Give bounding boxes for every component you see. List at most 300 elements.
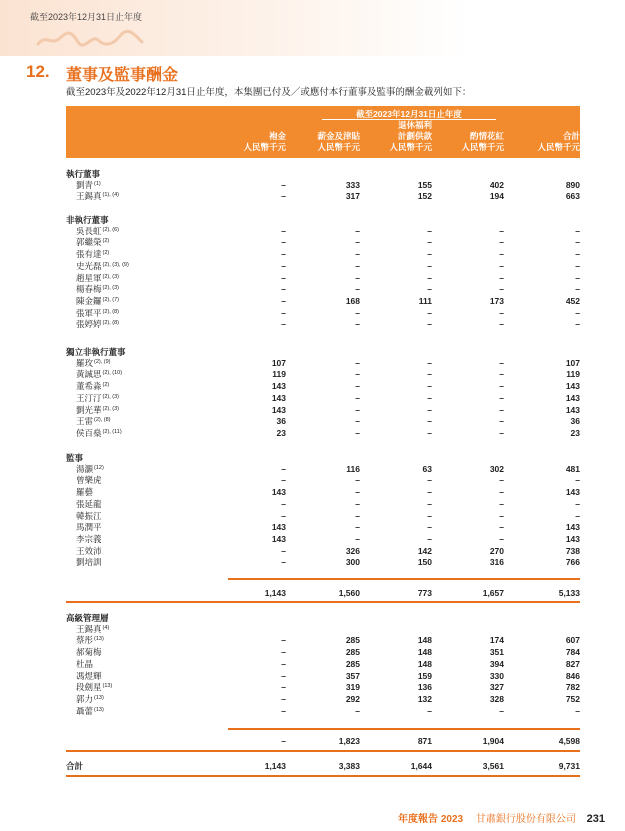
- value-cell: –: [281, 260, 286, 271]
- person-name: [76, 226, 119, 238]
- table-rule: [66, 601, 580, 603]
- value-cell: –: [499, 510, 504, 521]
- total-cell: 3,561: [482, 761, 504, 771]
- table-row: [66, 682, 580, 694]
- value-cell: –: [575, 307, 580, 318]
- value-cell: –: [281, 705, 286, 716]
- table-row: [66, 261, 580, 273]
- person-name: [76, 511, 102, 523]
- table-row: [66, 393, 580, 405]
- column-header-5-l3: 人民幣千元: [537, 142, 580, 152]
- person-name: [76, 624, 109, 636]
- person-name-text: 史光磊: [76, 260, 102, 271]
- person-name-text: 段劍星: [76, 682, 102, 693]
- value-cell: 300: [345, 557, 360, 568]
- header-span-title: 截至2023年12月31日止年度: [356, 109, 462, 119]
- footnote-ref: (2): [102, 382, 110, 389]
- value-cell: 827: [565, 658, 580, 669]
- person-name-text: 蔡彤: [76, 635, 94, 646]
- value-cell: 752: [565, 693, 580, 704]
- value-cell: 292: [345, 693, 360, 704]
- value-cell: 782: [565, 682, 580, 693]
- group-title: 執行董事: [66, 169, 101, 179]
- footnote-ref: (2), (8): [102, 320, 120, 327]
- footnote-ref: (13): [102, 683, 113, 690]
- value-cell: 116: [346, 463, 360, 474]
- intro-text: 截至2023年及2022年12月31日止年度，本集團已付及／或應付本行董事及監事的酬金載列如下：: [66, 87, 472, 98]
- value-cell: –: [499, 284, 504, 295]
- person-name: [76, 682, 112, 694]
- value-cell: –: [427, 475, 432, 486]
- person-name: [76, 534, 102, 546]
- person-name: [76, 671, 102, 683]
- total-cell: 1,560: [338, 588, 360, 598]
- value-cell: –: [575, 284, 580, 295]
- value-cell: –: [355, 416, 360, 427]
- table-row: [66, 475, 580, 487]
- footnote-ref: (2): [102, 238, 110, 245]
- total-cell: 1,644: [410, 761, 432, 771]
- total-cell: 1,904: [482, 736, 504, 746]
- value-cell: –: [427, 705, 432, 716]
- column-header-5-l2: 合計: [562, 131, 580, 141]
- table-row: [66, 428, 580, 440]
- value-cell: –: [355, 487, 360, 498]
- value-cell: 159: [417, 670, 432, 681]
- footnote-ref: (4): [102, 624, 110, 631]
- value-cell: 119: [566, 369, 580, 380]
- value-cell: 107: [565, 357, 580, 368]
- value-cell: –: [499, 249, 504, 260]
- footnote-ref: (2), (8): [102, 308, 120, 315]
- person-name-text: 劉光華: [76, 404, 102, 415]
- column-header-2-l2: 薪金及津貼: [317, 131, 360, 141]
- person-name: [76, 659, 93, 671]
- value-cell: 194: [489, 191, 504, 202]
- value-cell: 285: [345, 635, 360, 646]
- person-name: [76, 191, 119, 203]
- value-cell: –: [355, 498, 360, 509]
- table-row: [66, 671, 580, 683]
- value-cell: 132: [417, 693, 432, 704]
- person-name: [76, 706, 104, 718]
- value-cell: –: [281, 510, 286, 521]
- value-cell: 330: [489, 670, 504, 681]
- column-header-4-l3: 人民幣千元: [461, 142, 504, 152]
- footnote-ref: (2), (3): [102, 285, 120, 292]
- person-name: [76, 635, 104, 647]
- value-cell: 270: [489, 545, 504, 556]
- value-cell: –: [499, 237, 504, 248]
- total-cell: 3,383: [338, 761, 360, 771]
- value-cell: –: [499, 416, 504, 427]
- value-cell: –: [355, 237, 360, 248]
- value-cell: –: [355, 705, 360, 716]
- value-cell: –: [427, 369, 432, 380]
- value-cell: –: [499, 427, 504, 438]
- table-row: [66, 381, 580, 393]
- value-cell: 402: [489, 179, 504, 190]
- value-cell: –: [355, 225, 360, 236]
- value-cell: –: [281, 670, 286, 681]
- value-cell: –: [575, 475, 580, 486]
- value-cell: –: [427, 357, 432, 368]
- person-name: [76, 694, 104, 706]
- table-row: [66, 369, 580, 381]
- person-name: [76, 428, 122, 440]
- value-cell: 481: [565, 463, 580, 474]
- value-cell: 111: [418, 295, 432, 306]
- value-cell: –: [575, 260, 580, 271]
- person-name: [76, 180, 101, 192]
- value-cell: 143: [271, 487, 286, 498]
- person-name-text: 楊春梅: [76, 284, 102, 295]
- person-name-text: 王錫真: [76, 191, 102, 202]
- value-cell: –: [281, 647, 286, 658]
- value-cell: 663: [565, 191, 580, 202]
- group-title: 非執行董事: [66, 215, 109, 225]
- column-header-4-l2: 酌情花紅: [469, 131, 504, 141]
- column-header-3-l1: 退休福利: [397, 120, 432, 130]
- value-cell: –: [499, 369, 504, 380]
- person-name-text: 羅藝: [76, 487, 94, 498]
- value-cell: –: [575, 272, 580, 283]
- table-row: [66, 416, 580, 428]
- person-name-text: 張軍平: [76, 307, 102, 318]
- person-name-text: 湯灝: [76, 463, 94, 474]
- value-cell: 890: [565, 179, 580, 190]
- footnote-ref: (2), (6): [102, 226, 120, 233]
- person-name: [76, 522, 102, 534]
- table-row: [66, 249, 580, 261]
- table-row: [66, 546, 580, 558]
- value-cell: –: [355, 533, 360, 544]
- table-rule: [66, 775, 580, 777]
- person-name: [76, 284, 119, 296]
- person-name: [76, 416, 111, 428]
- person-name: [76, 369, 122, 381]
- value-cell: –: [281, 284, 286, 295]
- total-cell: 5,133: [558, 588, 580, 598]
- table-row: [66, 706, 580, 718]
- value-cell: 168: [345, 295, 360, 306]
- value-cell: –: [575, 237, 580, 248]
- value-cell: 846: [565, 670, 580, 681]
- total-cell: 1,823: [338, 736, 360, 746]
- value-cell: –: [575, 510, 580, 521]
- total-cell: –: [281, 736, 286, 746]
- page-footer: [398, 810, 605, 825]
- table-row: [66, 557, 580, 569]
- table-row: [66, 499, 580, 511]
- person-name: [76, 393, 119, 405]
- table-row: [66, 237, 580, 249]
- person-name: [76, 249, 109, 261]
- value-cell: –: [499, 487, 504, 498]
- column-header-2-l3: 人民幣千元: [317, 142, 360, 152]
- total-cell: 1,143: [264, 761, 286, 771]
- value-cell: –: [427, 533, 432, 544]
- value-cell: –: [575, 225, 580, 236]
- value-cell: 143: [271, 404, 286, 415]
- group-title: 監事: [66, 453, 84, 463]
- footnote-ref: (2), (3): [102, 405, 120, 412]
- person-name-text: 杜晶: [76, 658, 94, 669]
- person-name: [76, 296, 119, 308]
- value-cell: –: [427, 381, 432, 392]
- table-row: [66, 694, 580, 706]
- total-cell: 9,731: [558, 761, 580, 771]
- value-cell: 23: [570, 427, 580, 438]
- footnote-ref: (2): [102, 250, 110, 257]
- person-name-text: 侯百燊: [76, 427, 102, 438]
- section-title: 董事及監事酬金: [66, 67, 179, 84]
- value-cell: –: [427, 237, 432, 248]
- value-cell: –: [355, 522, 360, 533]
- value-cell: –: [499, 475, 504, 486]
- person-name-text: 王效沛: [76, 545, 102, 556]
- value-cell: 150: [417, 557, 432, 568]
- value-cell: 23: [276, 427, 286, 438]
- value-cell: –: [281, 498, 286, 509]
- value-cell: –: [281, 475, 286, 486]
- value-cell: –: [355, 404, 360, 415]
- value-cell: –: [281, 557, 286, 568]
- value-cell: –: [281, 319, 286, 330]
- total-cell: 773: [417, 588, 432, 598]
- value-cell: –: [499, 319, 504, 330]
- footnote-ref: (13): [94, 694, 104, 701]
- value-cell: 143: [271, 392, 286, 403]
- table-row: [66, 319, 580, 331]
- footer-bank-name: 甘肅銀行股份有限公司: [475, 814, 576, 825]
- column-header-1-l3: 人民幣千元: [243, 142, 286, 152]
- person-name-text: 馬潤平: [76, 522, 102, 533]
- table-row: [66, 308, 580, 320]
- person-name: [76, 487, 93, 499]
- person-name-text: 郭繼榮: [76, 237, 102, 248]
- value-cell: 316: [489, 557, 504, 568]
- table-row: [66, 464, 580, 476]
- value-cell: –: [499, 307, 504, 318]
- value-cell: 302: [489, 463, 504, 474]
- decorative-script-icon: [36, 28, 146, 50]
- table-row: [66, 405, 580, 417]
- value-cell: –: [427, 522, 432, 533]
- value-cell: –: [499, 225, 504, 236]
- table-row: [66, 635, 580, 647]
- value-cell: –: [427, 284, 432, 295]
- value-cell: –: [281, 249, 286, 260]
- value-cell: –: [355, 510, 360, 521]
- running-head: 截至2023年12月31日止年度: [30, 12, 143, 22]
- person-name: [76, 464, 104, 476]
- person-name: [76, 308, 119, 320]
- value-cell: –: [427, 249, 432, 260]
- value-cell: –: [427, 307, 432, 318]
- value-cell: 607: [565, 635, 580, 646]
- value-cell: 285: [345, 658, 360, 669]
- value-cell: –: [427, 225, 432, 236]
- footnote-ref: (2), (11): [102, 428, 122, 435]
- value-cell: –: [355, 307, 360, 318]
- total-cell: 4,598: [558, 736, 580, 746]
- value-cell: –: [427, 392, 432, 403]
- person-name: [76, 546, 102, 558]
- table-row: [66, 358, 580, 370]
- total-label: 合計: [66, 761, 84, 771]
- value-cell: –: [355, 284, 360, 295]
- value-cell: –: [499, 392, 504, 403]
- value-cell: –: [355, 427, 360, 438]
- person-name: [76, 358, 111, 370]
- footnote-ref: (2), (7): [102, 296, 120, 303]
- value-cell: 143: [271, 533, 286, 544]
- person-name-text: 聶蕾: [76, 705, 94, 716]
- value-cell: –: [281, 295, 286, 306]
- value-cell: –: [281, 225, 286, 236]
- value-cell: 766: [565, 557, 580, 568]
- person-name-text: 馮煜輝: [76, 670, 102, 681]
- value-cell: –: [281, 179, 286, 190]
- footnote-ref: (2), (8): [94, 417, 111, 424]
- table-rule: [228, 728, 580, 730]
- table-row: [66, 659, 580, 671]
- value-cell: –: [499, 381, 504, 392]
- table-row: [66, 624, 580, 636]
- value-cell: 143: [565, 522, 580, 533]
- person-name-text: 王汀汀: [76, 392, 102, 403]
- value-cell: 173: [489, 295, 504, 306]
- group-title: 獨立非執行董事: [66, 347, 126, 357]
- group-title: 高級管理層: [66, 613, 109, 623]
- footnote-ref: (12): [94, 464, 104, 471]
- value-cell: 326: [345, 545, 360, 556]
- table-row: [66, 273, 580, 285]
- value-cell: –: [355, 272, 360, 283]
- value-cell: –: [499, 272, 504, 283]
- value-cell: –: [575, 319, 580, 330]
- value-cell: –: [427, 272, 432, 283]
- person-name-text: 郝菊梅: [76, 647, 102, 658]
- value-cell: –: [499, 357, 504, 368]
- value-cell: –: [355, 392, 360, 403]
- value-cell: 142: [417, 545, 432, 556]
- value-cell: –: [499, 404, 504, 415]
- person-name: [76, 381, 109, 393]
- person-name: [76, 319, 119, 331]
- value-cell: –: [281, 693, 286, 704]
- value-cell: 63: [422, 463, 432, 474]
- value-cell: –: [281, 635, 286, 646]
- footnote-ref: (1), (4): [102, 192, 120, 199]
- person-name: [76, 405, 119, 417]
- value-cell: 143: [565, 533, 580, 544]
- value-cell: 328: [489, 693, 504, 704]
- total-cell: 1,657: [482, 588, 504, 598]
- value-cell: –: [281, 545, 286, 556]
- value-cell: 148: [417, 635, 432, 646]
- value-cell: 152: [417, 191, 432, 202]
- table-row: [66, 647, 580, 659]
- person-name-text: 韓振江: [76, 510, 102, 521]
- person-name-text: 王雷: [76, 416, 94, 427]
- footnote-ref: (2), (3): [102, 393, 120, 400]
- value-cell: 143: [565, 404, 580, 415]
- person-name-text: 董希淼: [76, 381, 102, 392]
- value-cell: –: [575, 705, 580, 716]
- table-row: [66, 522, 580, 534]
- person-name-text: 郭力: [76, 693, 94, 704]
- person-name: [76, 237, 109, 249]
- person-name-text: 張有達: [76, 249, 102, 260]
- value-cell: 452: [565, 295, 580, 306]
- value-cell: –: [355, 319, 360, 330]
- value-cell: 143: [565, 487, 580, 498]
- value-cell: 285: [345, 647, 360, 658]
- subtotal-row: [66, 587, 580, 599]
- person-name-text: 陳金鑼: [76, 295, 102, 306]
- person-name-text: 張延龍: [76, 498, 102, 509]
- footnote-ref: (13): [94, 636, 104, 643]
- value-cell: –: [427, 404, 432, 415]
- value-cell: –: [499, 498, 504, 509]
- person-name-text: 曾樂虎: [76, 475, 102, 486]
- table-row: [66, 191, 580, 203]
- person-name: [76, 273, 119, 285]
- value-cell: 327: [489, 682, 504, 693]
- value-cell: 148: [417, 647, 432, 658]
- footnote-ref: (2), (3): [102, 273, 120, 280]
- table-row: [66, 534, 580, 546]
- footnote-ref: (1): [94, 180, 101, 187]
- value-cell: 174: [489, 635, 504, 646]
- value-cell: 148: [417, 658, 432, 669]
- column-header-3-l2: 計劃供款: [397, 131, 432, 141]
- value-cell: 394: [489, 658, 504, 669]
- value-cell: –: [575, 498, 580, 509]
- person-name-text: 劉培訓: [76, 557, 102, 568]
- subtotal-row: [66, 735, 580, 747]
- value-cell: 143: [271, 381, 286, 392]
- person-name-text: 趙星軍: [76, 272, 102, 283]
- footnote-ref: (2), (3), (9): [102, 261, 129, 268]
- value-cell: –: [427, 260, 432, 271]
- value-cell: –: [355, 260, 360, 271]
- person-name-text: 張婷婷: [76, 319, 102, 330]
- value-cell: –: [281, 307, 286, 318]
- value-cell: 351: [489, 647, 504, 658]
- value-cell: –: [427, 510, 432, 521]
- value-cell: –: [355, 381, 360, 392]
- value-cell: 319: [345, 682, 360, 693]
- value-cell: –: [427, 319, 432, 330]
- total-cell: 871: [417, 736, 432, 746]
- person-name: [76, 261, 129, 273]
- value-cell: –: [427, 498, 432, 509]
- table-row: [66, 511, 580, 523]
- value-cell: –: [355, 369, 360, 380]
- table-rule: [66, 750, 580, 752]
- value-cell: –: [281, 272, 286, 283]
- value-cell: 357: [345, 670, 360, 681]
- value-cell: 317: [345, 191, 360, 202]
- value-cell: –: [499, 260, 504, 271]
- value-cell: –: [427, 487, 432, 498]
- value-cell: 107: [271, 357, 286, 368]
- column-header-3-l3: 人民幣千元: [389, 142, 432, 152]
- person-name: [76, 557, 102, 569]
